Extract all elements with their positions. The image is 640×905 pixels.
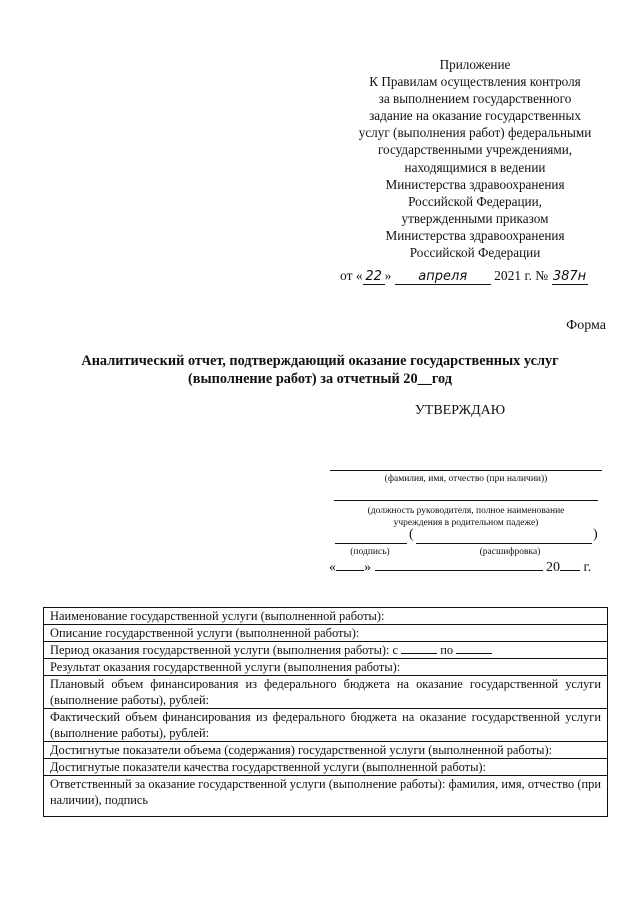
order-month: апреля bbox=[395, 270, 491, 285]
table-row bbox=[44, 709, 608, 742]
table-cell: Результат оказания государственной услуги (выполнения работы): bbox=[44, 659, 608, 676]
header-line: задание на оказание государственных bbox=[369, 108, 581, 124]
decoding-line bbox=[416, 543, 592, 544]
header-line: Приложение bbox=[439, 57, 511, 72]
header-line: К Правилам осуществления контроля bbox=[369, 74, 581, 90]
table-cell: Достигнутые показатели объема (содержания) государственной услуги (выполненной работы): bbox=[44, 742, 608, 759]
table-cell: Наименование государственной услуги (выполненной работы): bbox=[44, 608, 608, 625]
table-cell: Фактический объем финансирования из федерального бюджета на оказание государственной услуги (выполнение работы), рублей: bbox=[44, 709, 608, 742]
title-line-2: (выполнение работ) за отчетный 20__год bbox=[187, 371, 452, 387]
table-row bbox=[44, 659, 608, 676]
header-line: Российской Федерации, bbox=[408, 193, 542, 209]
year-suffix: г. bbox=[583, 560, 592, 575]
caption-decoding: (расшифровка) bbox=[479, 547, 541, 557]
quote-close: » bbox=[364, 560, 371, 575]
signature-line bbox=[335, 543, 407, 544]
table-cell-period bbox=[44, 642, 608, 659]
caption-position-1: (должность руководителя, полное наименование bbox=[367, 506, 565, 516]
report-title bbox=[40, 352, 600, 388]
order-number: 387н bbox=[552, 269, 587, 284]
header-line: Министерства здравоохранения bbox=[385, 227, 565, 243]
table-row bbox=[44, 642, 608, 659]
approval-heading: УТВЕРЖДАЮ bbox=[414, 403, 506, 418]
order-year: 2021 г. № bbox=[494, 268, 549, 283]
position-line bbox=[334, 500, 598, 501]
header-line: услуг (выполнения работ) федеральными bbox=[358, 125, 592, 141]
table-row bbox=[44, 759, 608, 776]
order-day: 22 bbox=[363, 270, 385, 285]
caption-signature: (подпись) bbox=[350, 547, 390, 557]
caption-name: (фамилия, имя, отчество (при наличии)) bbox=[384, 474, 548, 484]
table-cell: Достигнутые показатели качества государственной услуги (выполненной работы): bbox=[44, 759, 608, 776]
table-cell: Ответственный за оказание государственной услуги (выполнение работы): фамилия, имя, отчество (при наличии), подпись bbox=[44, 776, 608, 817]
order-mid: » bbox=[384, 268, 392, 283]
date-line bbox=[329, 558, 591, 576]
paren-open: ( bbox=[409, 527, 414, 542]
header-line: за выполнением государственного bbox=[378, 91, 572, 107]
table-row bbox=[44, 776, 608, 817]
date-year-blank bbox=[560, 558, 580, 571]
period-to: по bbox=[440, 643, 454, 657]
year-prefix: 20 bbox=[546, 560, 560, 575]
header-line: утвержденными приказом bbox=[401, 210, 549, 226]
caption-position-2: учреждения в родительном падеже) bbox=[393, 518, 539, 528]
table-row bbox=[44, 676, 608, 709]
header-line: Министерства здравоохранения bbox=[385, 176, 565, 192]
header-line: государственными учреждениями, bbox=[377, 142, 573, 158]
document-header bbox=[330, 56, 620, 261]
name-line bbox=[330, 470, 602, 471]
period-label: Период оказания государственной услуги (выполнения работы): с bbox=[50, 643, 399, 657]
table-row bbox=[44, 625, 608, 642]
title-line-1: Аналитический отчет, подтверждающий оказание государственных услуг bbox=[81, 353, 559, 369]
paren-close: ) bbox=[593, 527, 598, 542]
header-line: находящимися в ведении bbox=[404, 159, 546, 175]
order-reference bbox=[340, 268, 620, 285]
form-label: Форма bbox=[566, 318, 606, 333]
table-cell: Описание государственной услуги (выполненной работы): bbox=[44, 625, 608, 642]
quote-open: « bbox=[329, 560, 336, 575]
report-form-table bbox=[43, 607, 608, 817]
table-row bbox=[44, 608, 608, 625]
header-line: Российской Федерации bbox=[409, 245, 541, 261]
date-day-blank bbox=[336, 558, 364, 571]
table-cell: Плановый объем финансирования из федерального бюджета на оказание государственной услуги (выполнение работы), рублей: bbox=[44, 676, 608, 709]
period-from-blank bbox=[401, 642, 437, 654]
table-row bbox=[44, 742, 608, 759]
date-month-blank bbox=[375, 558, 543, 571]
order-prefix: от « bbox=[340, 268, 363, 283]
period-to-blank bbox=[456, 642, 492, 654]
